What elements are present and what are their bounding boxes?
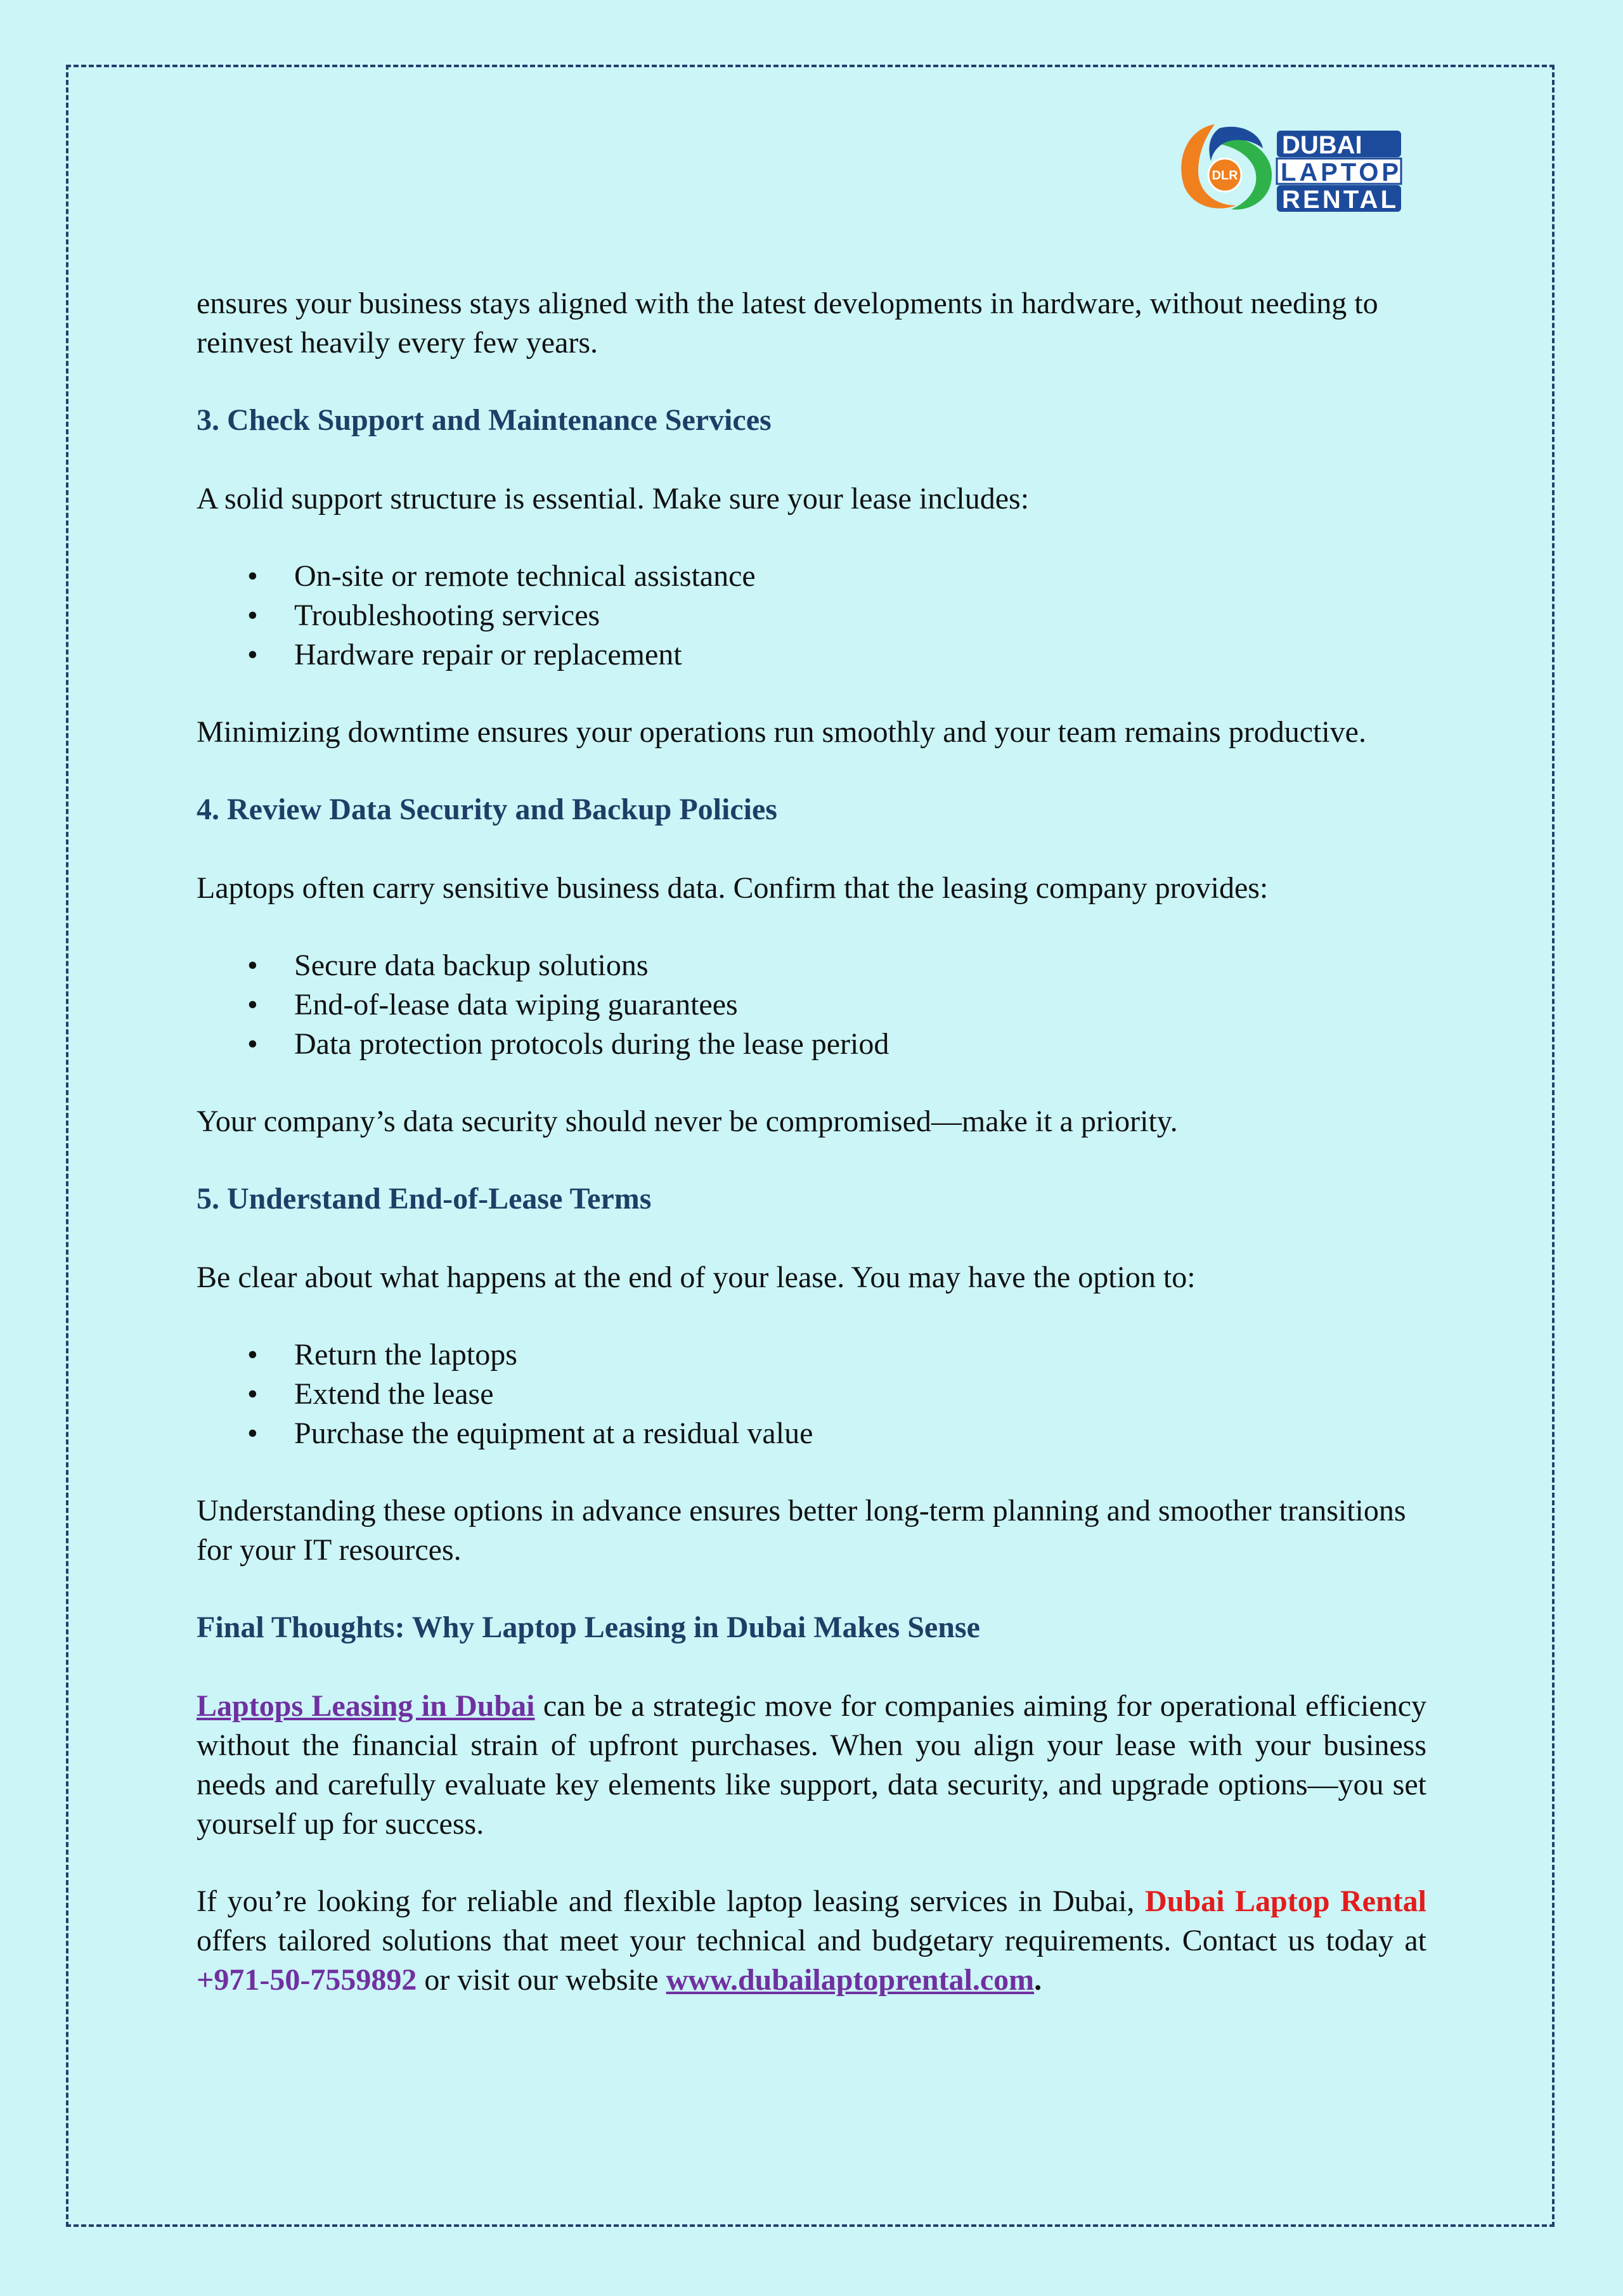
svg-text:DUBAI: DUBAI — [1282, 131, 1362, 159]
intro-paragraph: ensures your business stays aligned with the latest developments in hardware, without needing to reinvest heavily every few years. — [197, 287, 1378, 360]
contact-text: offers tailored solutions that meet your technical and budgetary requirements. Contact us today at — [197, 1924, 1426, 1957]
section-closing: Understanding these options in advance ensures better long-term planning and smoother transitions for your IT resources. — [197, 1494, 1406, 1567]
section-lead: A solid support structure is essential. Make sure your lease includes: — [197, 482, 1030, 516]
bullet-list — [197, 946, 1426, 1064]
section-lead: Laptops often carry sensitive business data. Confirm that the leasing company provides: — [197, 871, 1269, 905]
bullet-list — [197, 1335, 1426, 1453]
section-heading-security: 4. Review Data Security and Backup Policies — [197, 793, 777, 826]
final-heading: Final Thoughts: Why Laptop Leasing in Dubai Makes Sense — [197, 1611, 980, 1644]
final-paragraph-text: can be a strategic move for companies aiming for operational efficiency without the financial strain of upfront purchases. When you align your lease with your business needs and carefully evaluate key elements like support, data security, and upgrade options—you set yourself up for success. — [197, 1689, 1426, 1841]
section-closing: Minimizing downtime ensures your operations run smoothly and your team remains productive. — [197, 715, 1366, 749]
list-item: • Troubleshooting services — [197, 596, 1426, 635]
list-item: • On-site or remote technical assistance — [197, 557, 1426, 596]
section-lead: Be clear about what happens at the end of your lease. You may have the option to: — [197, 1261, 1196, 1294]
list-item: • Hardware repair or replacement — [197, 635, 1426, 675]
company-logo — [1170, 117, 1405, 218]
contact-text: If you’re looking for reliable and flexible laptop leasing services in Dubai, — [197, 1884, 1146, 1918]
section-heading-support: 3. Check Support and Maintenance Services — [197, 403, 772, 437]
list-item: • Purchase the equipment at a residual value — [197, 1414, 1426, 1453]
final-paragraph — [197, 1687, 1426, 1844]
bullet-list — [197, 557, 1426, 675]
contact-text: or visit our website — [417, 1963, 666, 1997]
section-heading-end-of-lease: 5. Understand End-of-Lease Terms — [197, 1182, 652, 1216]
svg-text:LAPTOP: LAPTOP — [1281, 159, 1399, 186]
list-item: • Data protection protocols during the lease period — [197, 1025, 1426, 1064]
list-item: • End-of-lease data wiping guarantees — [197, 985, 1426, 1025]
final-period: . — [1034, 1963, 1042, 1997]
svg-text:RENTAL: RENTAL — [1282, 186, 1396, 214]
section-closing: Your company’s data security should never be compromised—make it a priority. — [197, 1105, 1178, 1138]
list-item: • Return the laptops — [197, 1335, 1426, 1375]
document-body — [197, 284, 1426, 2000]
phone-number: +971-50-7559892 — [197, 1963, 417, 1997]
website-link[interactable]: www.dubailaptoprental.com — [666, 1963, 1035, 1997]
contact-paragraph — [197, 1882, 1426, 2000]
laptops-leasing-link[interactable]: Laptops Leasing in Dubai — [197, 1689, 535, 1723]
list-item: • Secure data backup solutions — [197, 946, 1426, 985]
list-item: • Extend the lease — [197, 1375, 1426, 1414]
svg-text:DLR: DLR — [1212, 169, 1238, 183]
brand-name: Dubai Laptop Rental — [1145, 1884, 1427, 1918]
